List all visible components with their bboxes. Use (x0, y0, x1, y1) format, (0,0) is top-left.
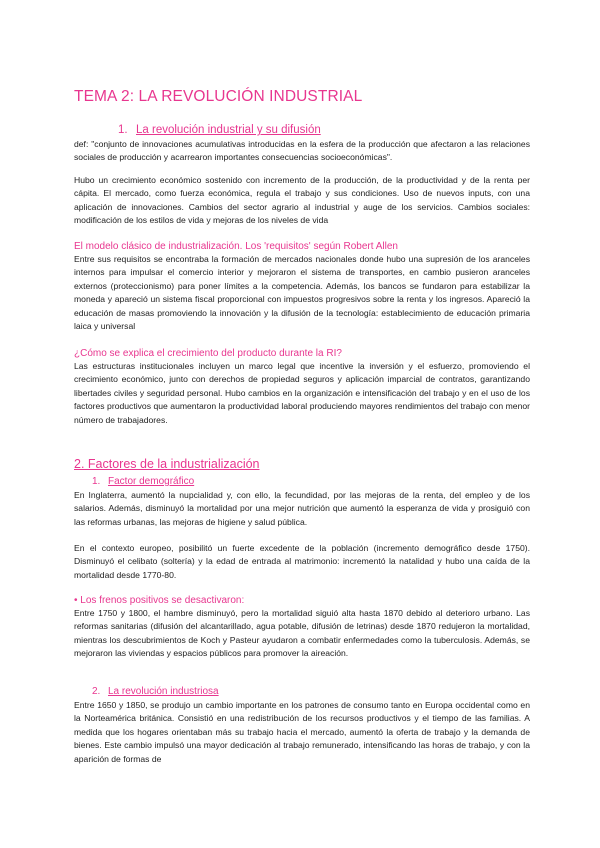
factor1-title: Factor demográfico (108, 476, 195, 487)
brakes-heading: • Los frenos positivos se desactivaron: (74, 595, 245, 606)
industrious-revolution-paragraph: Entre 1650 y 1850, se produjo un cambio importante en los patrones de consumo tanto en Europa occidental como en la Norteamérica británica. Consistió en una redistribución de los recursos productivos y el tiempo de las familias. A medida que los hogares orientaban más su trabajo hacia el mercado, aumentó la oferta de trabajo y la demanda de bienes. Este cambio impulsó una mayor dedicación al trabajo remunerado, intensificando las horas de trabajo, y con la aparición de formas de (74, 700, 530, 764)
growth-question-paragraph: Las estructuras institucionales incluyen un marco legal que incentive la inversión y el esfuerzo, promoviendo el crecimiento económico, junto con derechos de propiedad seguros y aplicación imparcial de contratos, garantizando libertades civiles y seguridad personal. Hubo cambios en la organización e intensificación del trabajo y en el uso de los factores productivos que aumentaron la productividad laboral produciendo mayores rendimientos del trabajo con menor número de trabajadores. (74, 361, 530, 425)
section2-heading: 2. Factores de la industrialización (74, 457, 260, 471)
demographic-paragraph-england: En Inglaterra, aumentó la nupcialidad y, con ello, la fecundidad, por las mejoras de la renta, del empleo y de los salarios. Además, disminuyó la mortalidad por una mejor nutrición que aumentó la esperanza de vida y prosiguió con las reformas urbanas, las mejoras de higiene y salud pública. (74, 490, 530, 527)
factor1-number: 1. (92, 476, 101, 487)
section1-title: La revolución industrial y su difusión (136, 124, 321, 136)
allen-model-paragraph: Entre sus requisitos se encontraba la formación de mercados nacionales donde hubo una supresión de los aranceles internos para impulsar el comercio interior y mejoraron el sistema de transportes, en cambio pusieron aranceles externos (proteccionismo) para poner límites a la competencia. Además, los bancos se fundaron para estabilizar la moneda y apareció un sistema fiscal proporcional con impuestos progresivos sobre la renta y los ingresos. Apareció la educación de masas promoviendo la innovación y la difusión de la tecnología: establecimiento de educación primaria laica y universal (74, 254, 530, 332)
factor2-title: La revolución industriosa (108, 686, 219, 697)
allen-model-heading: El modelo clásico de industrialización. Los 'requisitos' según Robert Allen (74, 241, 398, 252)
growth-summary-paragraph: Hubo un crecimiento económico sostenido con incremento de la producción, de la productividad y de la renta per cápita. El mercado, como fuerza económica, regula el trabajo y sus condiciones. Uso de nuevos inputs, con una aplicación de innovaciones. Cambios del sector agrario al industrial y auge de los servicios. Cambios sociales: modificación de los estilos de vida y mejoras de los niveles de vida (74, 175, 530, 226)
demographic-paragraph-europe: En el contexto europeo, posibilitó un fuerte excedente de la población (incremento demográfico desde 1750). Disminuyó el celibato (soltería) y la edad de entrada al matrimonio: incrementó la natalidad y hubo una caída de la mortalidad desde 1770-80. (74, 543, 530, 580)
section1-number: 1. (118, 124, 128, 136)
factor1-heading (92, 476, 512, 487)
page-title: TEMA 2: LA REVOLUCIÓN INDUSTRIAL (74, 88, 363, 105)
definition-paragraph: def: "conjunto de innovaciones acumulativas introducidas en la esfera de la producción que afectaron a las relaciones sociales de producción y acarrearon importantes consecuencias socioeconómicas". (74, 139, 530, 163)
growth-question-heading: ¿Cómo se explica el crecimiento del producto durante la RI? (74, 348, 342, 359)
factor2-number: 2. (92, 686, 101, 697)
section1-heading (118, 124, 538, 136)
factor2-heading (92, 686, 512, 697)
brakes-paragraph: Entre 1750 y 1800, el hambre disminuyó, pero la mortalidad siguió alta hasta 1870 debido al deterioro urbano. Las reformas sanitarias (difusión del alcantarillado, agua potable, difusión de letrinas) desde 1870 redujeron la mortalidad, mientras los descubrimientos de Koch y Pasteur ayudaron a combatir enfermedades como la tuberculosis. Además, se mejoraron las viviendas y espacios públicos para promover la aireación. (74, 608, 530, 659)
